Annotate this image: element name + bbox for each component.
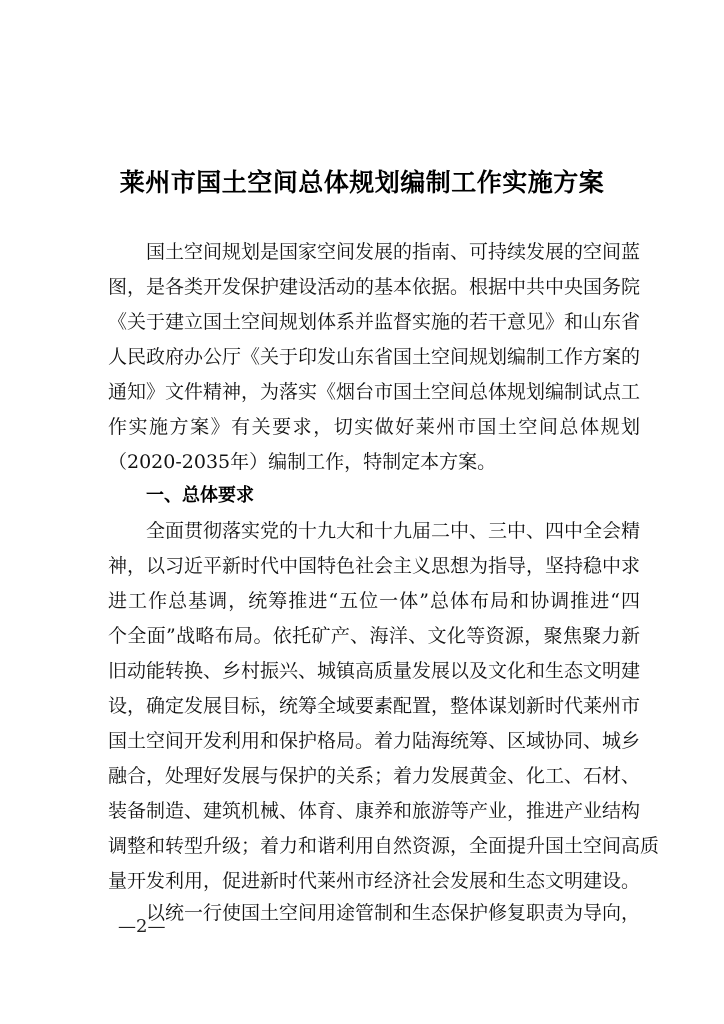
paragraph-line: 个全面”战略布局。依托矿产、海洋、文化等资源，聚焦聚力新: [108, 625, 640, 647]
paragraph-line: 神，以习近平新时代中国特色社会主义思想为指导，坚持稳中求: [108, 555, 641, 577]
paragraph-line: 国土空间开发利用和保护格局。着力陆海统筹、区域协同、城乡: [108, 730, 641, 752]
document-title: 莱州市国土空间总体规划编制工作实施方案: [119, 168, 605, 197]
paragraph-line: 设，确定发展目标，统筹全域要素配置，整体谋划新时代莱州市: [108, 695, 641, 717]
paragraph-line: 装备制造、建筑机械、体育、康养和旅游等产业，推进产业结构: [108, 800, 641, 822]
paragraph-line: 全面贯彻落实党的十九大和十九届二中、三中、四中全会精: [146, 520, 641, 542]
paragraph-line: 调整和转型升级；着力和谐利用自然资源，全面提升国土空间高质: [108, 835, 660, 857]
page-number: —2—: [118, 916, 166, 937]
paragraph-line: 《关于建立国土空间规划体系并监督实施的若干意见》和山东省: [108, 311, 641, 333]
paragraph-line: 融合，处理好发展与保护的关系；着力发展黄金、化工、石材、: [108, 765, 641, 787]
paragraph-line: 旧动能转换、乡村振兴、城镇高质量发展以及文化和生态文明建: [108, 660, 641, 682]
paragraph-line: （2020-2035年）编制工作，特制定本方案。: [108, 451, 497, 473]
paragraph-line: 国土空间规划是国家空间发展的指南、可持续发展的空间蓝: [146, 241, 641, 263]
paragraph-line: 通知》文件精神，为落实《烟台市国土空间总体规划编制试点工: [108, 381, 641, 403]
paragraph-line: 量开发利用，促进新时代莱州市经济社会发展和生态文明建设。: [108, 870, 641, 892]
paragraph-line: 进工作总基调，统筹推进“五位一体”总体布局和协调推进“四: [108, 590, 640, 612]
paragraph-line: 以统一行使国土空间用途管制和生态保护修复职责为导向，: [146, 902, 641, 924]
paragraph-line: 作实施方案》有关要求，切实做好莱州市国土空间总体规划: [108, 416, 640, 438]
paragraph-line: 图，是各类开发保护建设活动的基本依据。根据中共中央国务院: [108, 276, 641, 298]
paragraph-line: 人民政府办公厅《关于印发山东省国土空间规划编制工作方案的: [108, 346, 641, 368]
section-heading: 一、总体要求: [146, 485, 254, 506]
